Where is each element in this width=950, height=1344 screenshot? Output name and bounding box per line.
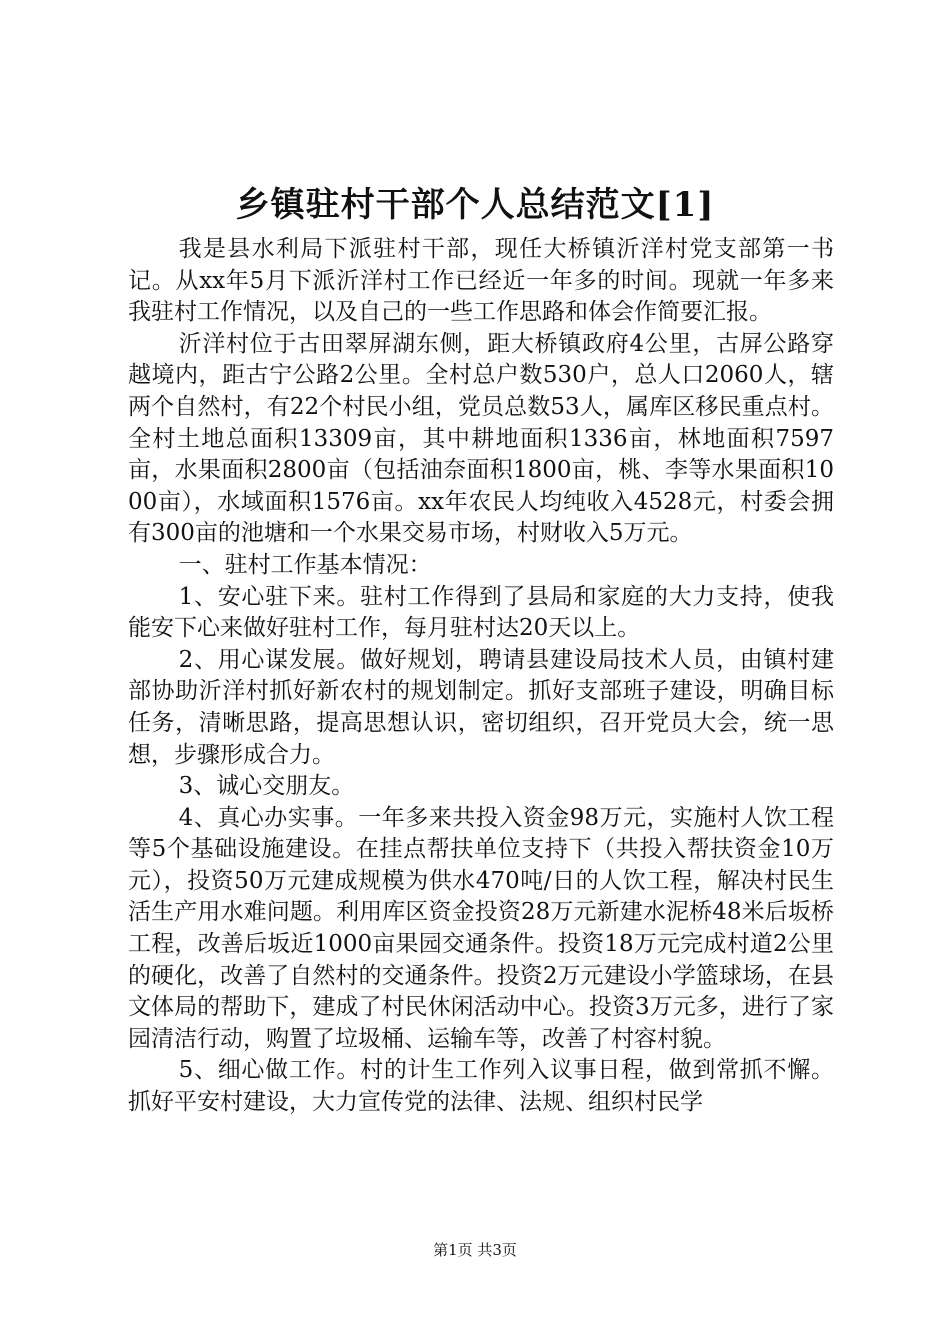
paragraph-intro: 我是县水利局下派驻村干部，现任大桥镇沂洋村党支部第一书记。从xx年5月下派沂洋村工作已经近一年多的时间。现就一年多来我驻村工作情况，以及自己的一些工作思路和体会作简要汇报。 [128,236,834,326]
paragraph-village-overview: 沂洋村位于古田翠屏湖东侧，距大桥镇政府4公里，古屏公路穿越境内，距古宁公路2公里。全村总户数530户，总人口2060人，辖两个自然村，有22个村民小组，党员总数53人，属库区移民重点村。全村土地总面积13309亩，其中耕地面积1336亩，林地面积7597亩，水果面积2800亩（包括油奈面积1800亩，桃、李等水果面积1000亩），水域面积1576亩。xx年农民人均纯收入4528元，村委会拥有300亩的池塘和一个水果交易市场，村财收入5万元。 [128,330,834,547]
paragraph-item-2: 2、用心谋发展。做好规划，聘请县建设局技术人员，由镇村建部协助沂洋村抓好新农村的规划制定。抓好支部班子建设，明确目标任务，清晰思路，提高思想认识，密切组织，召开党员大会，统一思想，步骤形成合力。 [128,646,834,768]
paragraph-item-3: 3、诚心交朋友。 [178,773,355,800]
document-body [128,234,834,1119]
page-footer: 第1页 共3页 [433,1241,517,1259]
document-title: 乡镇驻村干部个人总结范文[1] [235,185,715,225]
paragraph-item-4: 4、真心办实事。一年多来共投入资金98万元，实施村人饮工程等5个基础设施建设。在挂点帮扶单位支持下（共投入帮扶资金10万元），投资50万元建成规模为供水470吨/日的人饮工程，解决村民生活生产用水难问题。利用库区资金投资28万元新建水泥桥48米后坂桥工程，改善后坂近1000亩果园交通条件。投资18万元完成村道2公里的硬化，改善了自然村的交通条件。投资2万元建设小学篮球场，在县文体局的帮助下，建成了村民休闲活动中心。投资3万元多，进行了家园清洁行动，购置了垃圾桶、运输车等，改善了村容村貌。 [128,804,834,1052]
paragraph-item-1: 1、安心驻下来。驻村工作得到了县局和家庭的大力支持，使我能安下心来做好驻村工作，每月驻村达20天以上。 [128,583,834,642]
paragraph-item-5: 5、细心做工作。村的计生工作列入议事日程，做到常抓不懈。抓好平安村建设，大力宣传党的法律、法规、组织村民学 [128,1057,834,1116]
section-heading-basic-situation: 一、驻村工作基本情况： [178,551,432,578]
